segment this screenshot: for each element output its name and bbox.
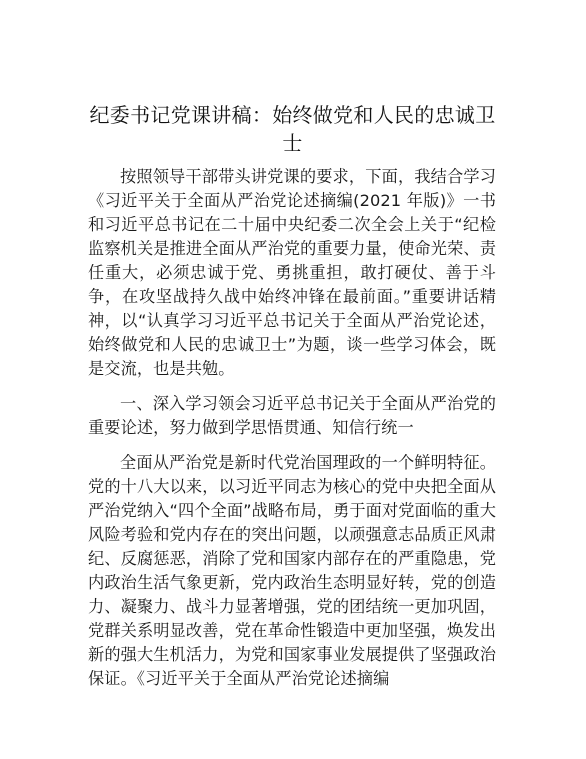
document-body [88, 165, 496, 691]
intro-paragraph: 按照领导干部带头讲党课的要求，下面，我结合学习《习近平关于全面从严治党论述摘编(2021 年版)》一书和习近平总书记在二十届中央纪委二次全会上关于“纪检监察机关是推进全面从严治党的重要力量，使命光荣、责任重大，必须忠诚于党、勇挑重担，敢打硬仗、善于斗争，在攻坚战持久战中始终冲锋在最前面。”重要讲话精神，以“认真学习习近平总书记关于全面从严治党论述，始终做党和人民的忠诚卫士”为题，谈一些学习体会，既是交流，也是共勉。 [88, 167, 496, 378]
body-paragraph: 全面从严治党是新时代党治国理政的一个鲜明特征。党的十八大以来，以习近平同志为核心的党中央把全面从严治党纳入“四个全面”战略布局，勇于面对党面临的重大风险考验和党内存在的突出问题，以顽强意志品质正风肃纪、反腐惩恶，消除了党和国家内部存在的严重隐患，党内政治生活气象更新，党内政治生态明显好转，党的创造力、凝聚力、战斗力显著增强，党的团结统一更加巩固，党群关系明显改善，党在革命性锻造中更加坚强，焕发出新的强大生机活力，为党和国家事业发展提供了坚强政治保证。《习近平关于全面从严治党论述摘编 [88, 453, 496, 688]
document-title: 纪委书记党课讲稿：始终做党和人民的忠诚卫士 [89, 103, 496, 155]
section-heading: 一、深入学习领会习近平总书记关于全面从严治党的重要论述，努力做到学思悟贯通、知信行统一 [88, 394, 496, 437]
